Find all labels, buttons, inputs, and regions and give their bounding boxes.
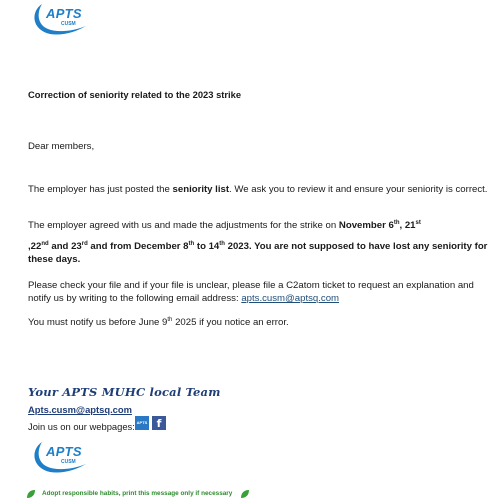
paragraph-adjustments-line2: ,22nd and 23rd and from December 8th to 14th 2023. You are not supposed to have lost any seniority for these days. [28, 240, 488, 265]
apts-logo-signature [28, 438, 90, 478]
paragraph-deadline: You must notify us before June 9th 2025 if you notice an error. [28, 316, 289, 328]
logo-subtitle: CUSM [61, 21, 76, 27]
signature-email-link[interactable]: Apts.cusm@aptsq.com [28, 404, 132, 415]
leaf-icon [26, 489, 36, 499]
contact-email-link[interactable]: apts.cusm@aptsq.com [241, 293, 340, 304]
logo-name: APTS [46, 444, 82, 459]
logo-subtitle: CUSM [61, 459, 76, 465]
email-subject: Correction of seniority related to the 2023 strike [28, 89, 242, 100]
logo-name: APTS [46, 6, 82, 21]
greeting: Dear members, [28, 141, 95, 152]
paragraph-seniority-list: The employer has just posted the seniority list. We ask you to review it and ensure your seniority is correct. [28, 184, 488, 195]
paragraph-check-file: Please check your file and if your file is unclear, please file a C2atom ticket to request an explanation and notify us by writing to the following email address: apts.cusm@aptsq.com [28, 280, 474, 304]
eco-footer-text: Adopt responsible habits, print this message only if necessary [42, 490, 233, 497]
join-us-text: Join us on our webpages: [28, 421, 135, 432]
apts-webpage-icon[interactable]: APTS [135, 416, 149, 430]
leaf-icon [240, 489, 250, 499]
apts-logo [28, 0, 90, 40]
facebook-icon[interactable]: f [152, 416, 166, 430]
signature-team: Your APTS MUHC local Team [28, 385, 221, 399]
paragraph-adjustments-line1: The employer agreed with us and made the adjustments for the strike on November 6th, 21st [28, 219, 421, 231]
eco-footer [28, 489, 258, 500]
